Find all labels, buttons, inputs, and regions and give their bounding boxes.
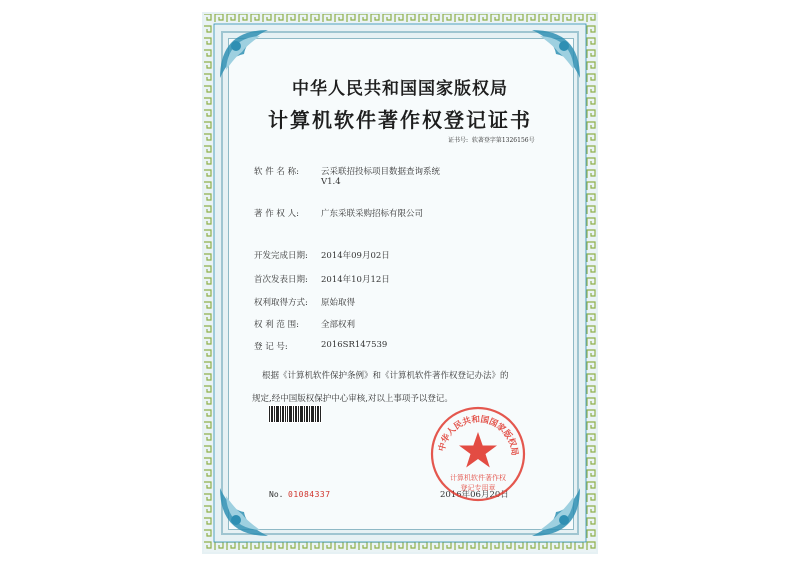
barcode-icon	[268, 405, 322, 423]
field-label-publication-date: 首次发表日期:	[254, 275, 308, 285]
field-value-acquisition-method: 原始取得	[321, 298, 356, 308]
field-value-registration-number: 2016SR147539	[321, 340, 388, 350]
certificate-title: 计算机软件著作权登记证书	[268, 108, 532, 132]
field-label-rights-scope: 权 利 范 围:	[254, 320, 299, 330]
svg-text:中华人民共和国国家版权局: 中华人民共和国国家版权局	[437, 414, 520, 457]
svg-text:登记专用章: 登记专用章	[460, 484, 496, 492]
issue-date: 2016年06月20日	[440, 490, 509, 500]
field-value-publication-date: 2014年10月12日	[321, 275, 390, 285]
certificate-number: 证书号: 软著登字第1326156号	[448, 137, 535, 144]
field-value-copyright-owner: 广东采联采购招标有限公司	[321, 209, 424, 219]
official-seal-icon	[428, 404, 528, 504]
serial-label: No.	[269, 490, 284, 499]
field-label-completion-date: 开发完成日期:	[254, 251, 308, 261]
issuing-authority: 中华人民共和国国家版权局	[292, 79, 508, 99]
field-label-copyright-owner: 著 作 权 人:	[254, 209, 299, 219]
field-label-registration-number: 登 记 号:	[254, 342, 288, 352]
field-value-version: V1.4	[321, 177, 341, 187]
certificate	[202, 12, 598, 554]
legal-basis-line-2: 规定,经中国版权保护中心审核,对以上事项予以登记。	[252, 394, 453, 404]
field-value-rights-scope: 全部权利	[321, 320, 356, 330]
field-label-acquisition-method: 权利取得方式:	[254, 298, 308, 308]
field-value-completion-date: 2014年09月02日	[321, 251, 390, 261]
ornament-corner-icon	[528, 484, 584, 540]
svg-text:计算机软件著作权: 计算机软件著作权	[450, 474, 506, 482]
field-label-software-name: 软 件 名 称:	[254, 167, 299, 177]
field-value-software-name: 云采联招投标项目数据查询系统	[321, 167, 441, 177]
serial-number: 01084337	[288, 490, 331, 499]
ornament-corner-icon	[216, 484, 272, 540]
legal-basis-line-1: 根据《计算机软件保护条例》和《计算机软件著作权登记办法》的	[262, 371, 509, 381]
